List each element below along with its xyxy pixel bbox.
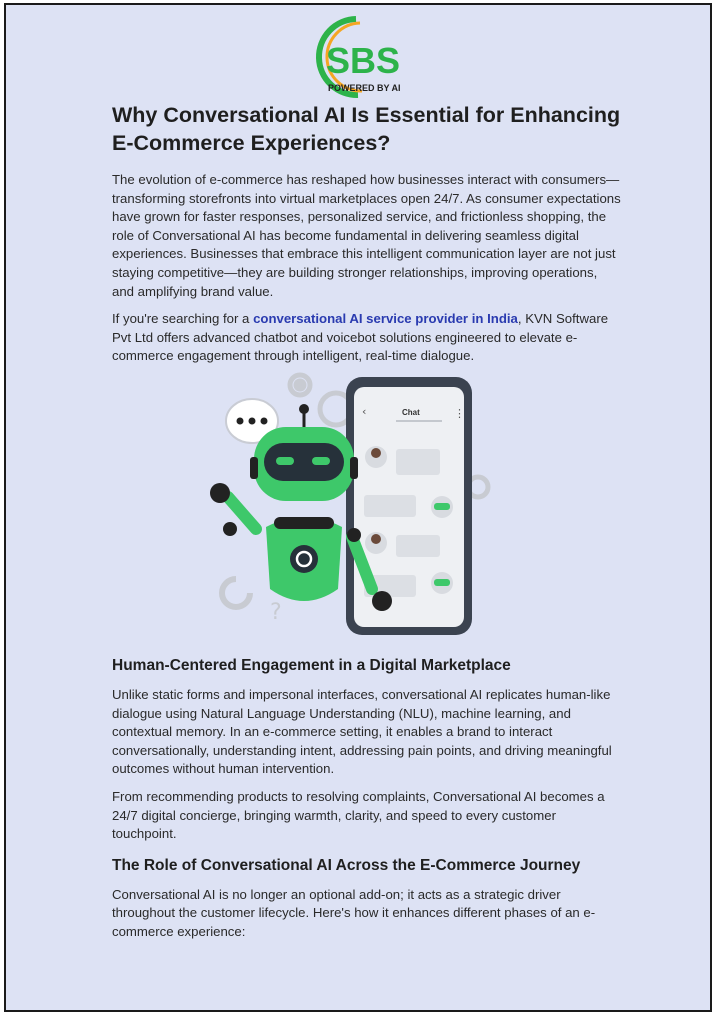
section1-paragraph-1: Unlike static forms and impersonal interfaces, conversational AI replicates human-like dialogue using Natural Language Understanding (NLU), machine learning, and contextual memory. In an e-commerce setting, it enables a brand to interact conversationally, understanding intent, addressing pain points, and driving meaningful outcomes without human intervention.	[112, 686, 612, 777]
section1-heading: Human-Centered Engagement in a Digital Marketplace	[112, 656, 511, 674]
provider-prefix: If you're searching for a	[112, 311, 254, 327]
sbs-logo	[298, 15, 430, 101]
provider-paragraph	[112, 310, 622, 366]
section2-paragraph-1: Conversational AI is no longer an optional add-on; it acts as a strategic driver throughout the customer lifecycle. Here's how it enhances different phases of an e-commerce experience:	[112, 886, 596, 939]
article-title: Why Conversational AI Is Essential for Enhancing E-Commerce Experiences?	[112, 103, 621, 155]
chatbot-illustration	[206, 369, 506, 639]
hook-decoration	[222, 579, 250, 607]
chat-header-label: Chat	[402, 408, 420, 417]
chat-back-icon: ‹	[362, 405, 367, 418]
intro-paragraph: The evolution of e-commerce has reshaped how businesses interact with consumers—transforming storefronts into virtual marketplaces open 24/7. As consumer expectations have grown for faster responses, personalized service, and frictionless shopping, the role of Conversational AI has become fundamental in delivering seamless digital experiences. Businesses that embrace this intelligent communication layer are not just staying competitive—they are building stronger relationships, improving operations, and amplifying brand value.	[112, 172, 621, 299]
section2-heading: The Role of Conversational AI Across the E-Commerce Journey	[112, 856, 581, 874]
question-icon: ?	[270, 600, 282, 625]
section1-paragraph-2: From recommending products to resolving complaints, Conversational AI becomes a 24/7 digital concierge, bringing warmth, clarity, and speed to every customer touchpoint.	[112, 788, 605, 842]
provider-link[interactable]: conversational AI service provider in India	[253, 311, 518, 327]
logo-text: SBS	[326, 40, 401, 81]
provider-suffix: , KVN Software Pvt Ltd offers advanced chatbot and voicebot solutions engineered to elevate e-commerce engagement through intelligent, real-time dialogue.	[112, 311, 609, 364]
phone-icon	[346, 377, 472, 635]
document-page	[4, 3, 712, 1012]
logo-tagline: POWERED BY AI	[328, 83, 401, 93]
chat-menu-icon: ⋮	[454, 407, 465, 420]
